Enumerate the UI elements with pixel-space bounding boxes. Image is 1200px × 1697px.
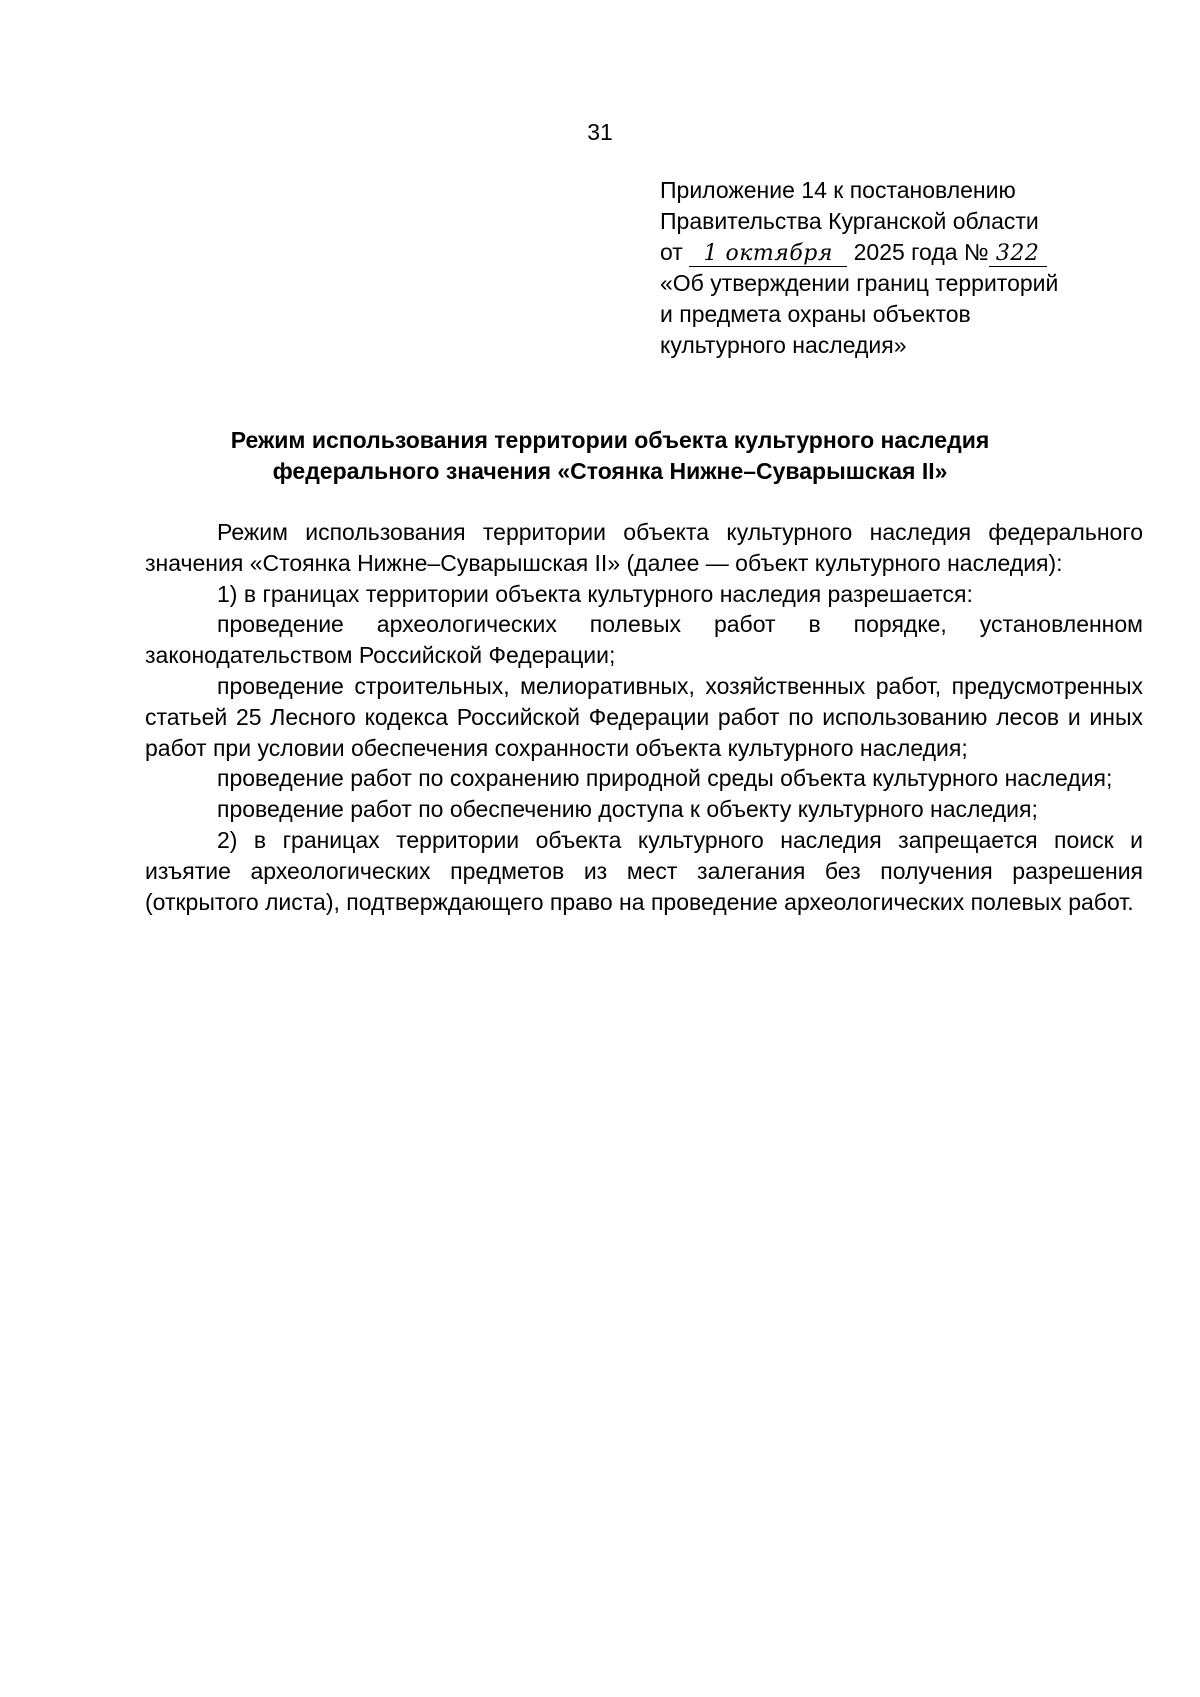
paragraph-permitted-item: проведение строительных, мелиоративных, хозяйственных работ, предусмотренных статьей 25 Лесного кодекса Российской Федерации работ по использованию лесов и иных работ при условии обеспечения сохранности объекта культурного наследия; bbox=[145, 672, 1143, 761]
handwritten-date: 1 октября bbox=[689, 242, 847, 267]
page-number: 31 bbox=[587, 119, 613, 145]
appendix-line-2: Правительства Курганской области bbox=[660, 208, 1039, 234]
handwritten-number: 322 bbox=[989, 242, 1047, 267]
paragraph-permitted-item: проведение работ по сохранению природной среды объекта культурного наследия; bbox=[217, 765, 1113, 792]
paragraph-permitted-heading: 1) в границах территории объекта культурного наследия разрешается: bbox=[217, 580, 973, 607]
appendix-line-5: и предмета охраны объектов bbox=[660, 301, 971, 327]
paragraph-permitted-item: проведение археологических полевых работ в порядке, установленном законодательством Российской Федерации; bbox=[145, 611, 1143, 669]
title-line-1: Режим использования территории объекта культурного наследия bbox=[230, 427, 990, 453]
title-line-2: федерального значения «Стоянка Нижне–Суварышская II» bbox=[272, 458, 948, 484]
paragraph-prohibited: 2) в границах территории объекта культурного наследия запрещается поиск и изъятие археологических предметов из мест залегания без получения разрешения (открытого листа), подтверждающего право на проведение археологических полевых работ. bbox=[145, 826, 1143, 915]
document-body bbox=[145, 517, 1143, 917]
appendix-line-4: «Об утверждении границ территорий bbox=[660, 270, 1059, 296]
paragraph-permitted-item: проведение работ по обеспечению доступа к объекту культурного наследия; bbox=[217, 796, 1038, 823]
document-title bbox=[145, 425, 1075, 487]
year-text: 2025 года bbox=[853, 239, 958, 265]
appendix-date-line bbox=[660, 237, 1140, 268]
appendix-line-1: Приложение 14 к постановлению bbox=[660, 177, 1016, 203]
paragraph-intro: Режим использования территории объекта культурного наследия федерального значения «Стоянка Нижне–Суварышская II» (далее — объект культурного наследия): bbox=[145, 519, 1143, 576]
date-prefix: от bbox=[660, 239, 683, 265]
appendix-header bbox=[660, 175, 1140, 361]
appendix-line-6: культурного наследия» bbox=[660, 332, 907, 358]
number-sign: № bbox=[963, 239, 989, 265]
